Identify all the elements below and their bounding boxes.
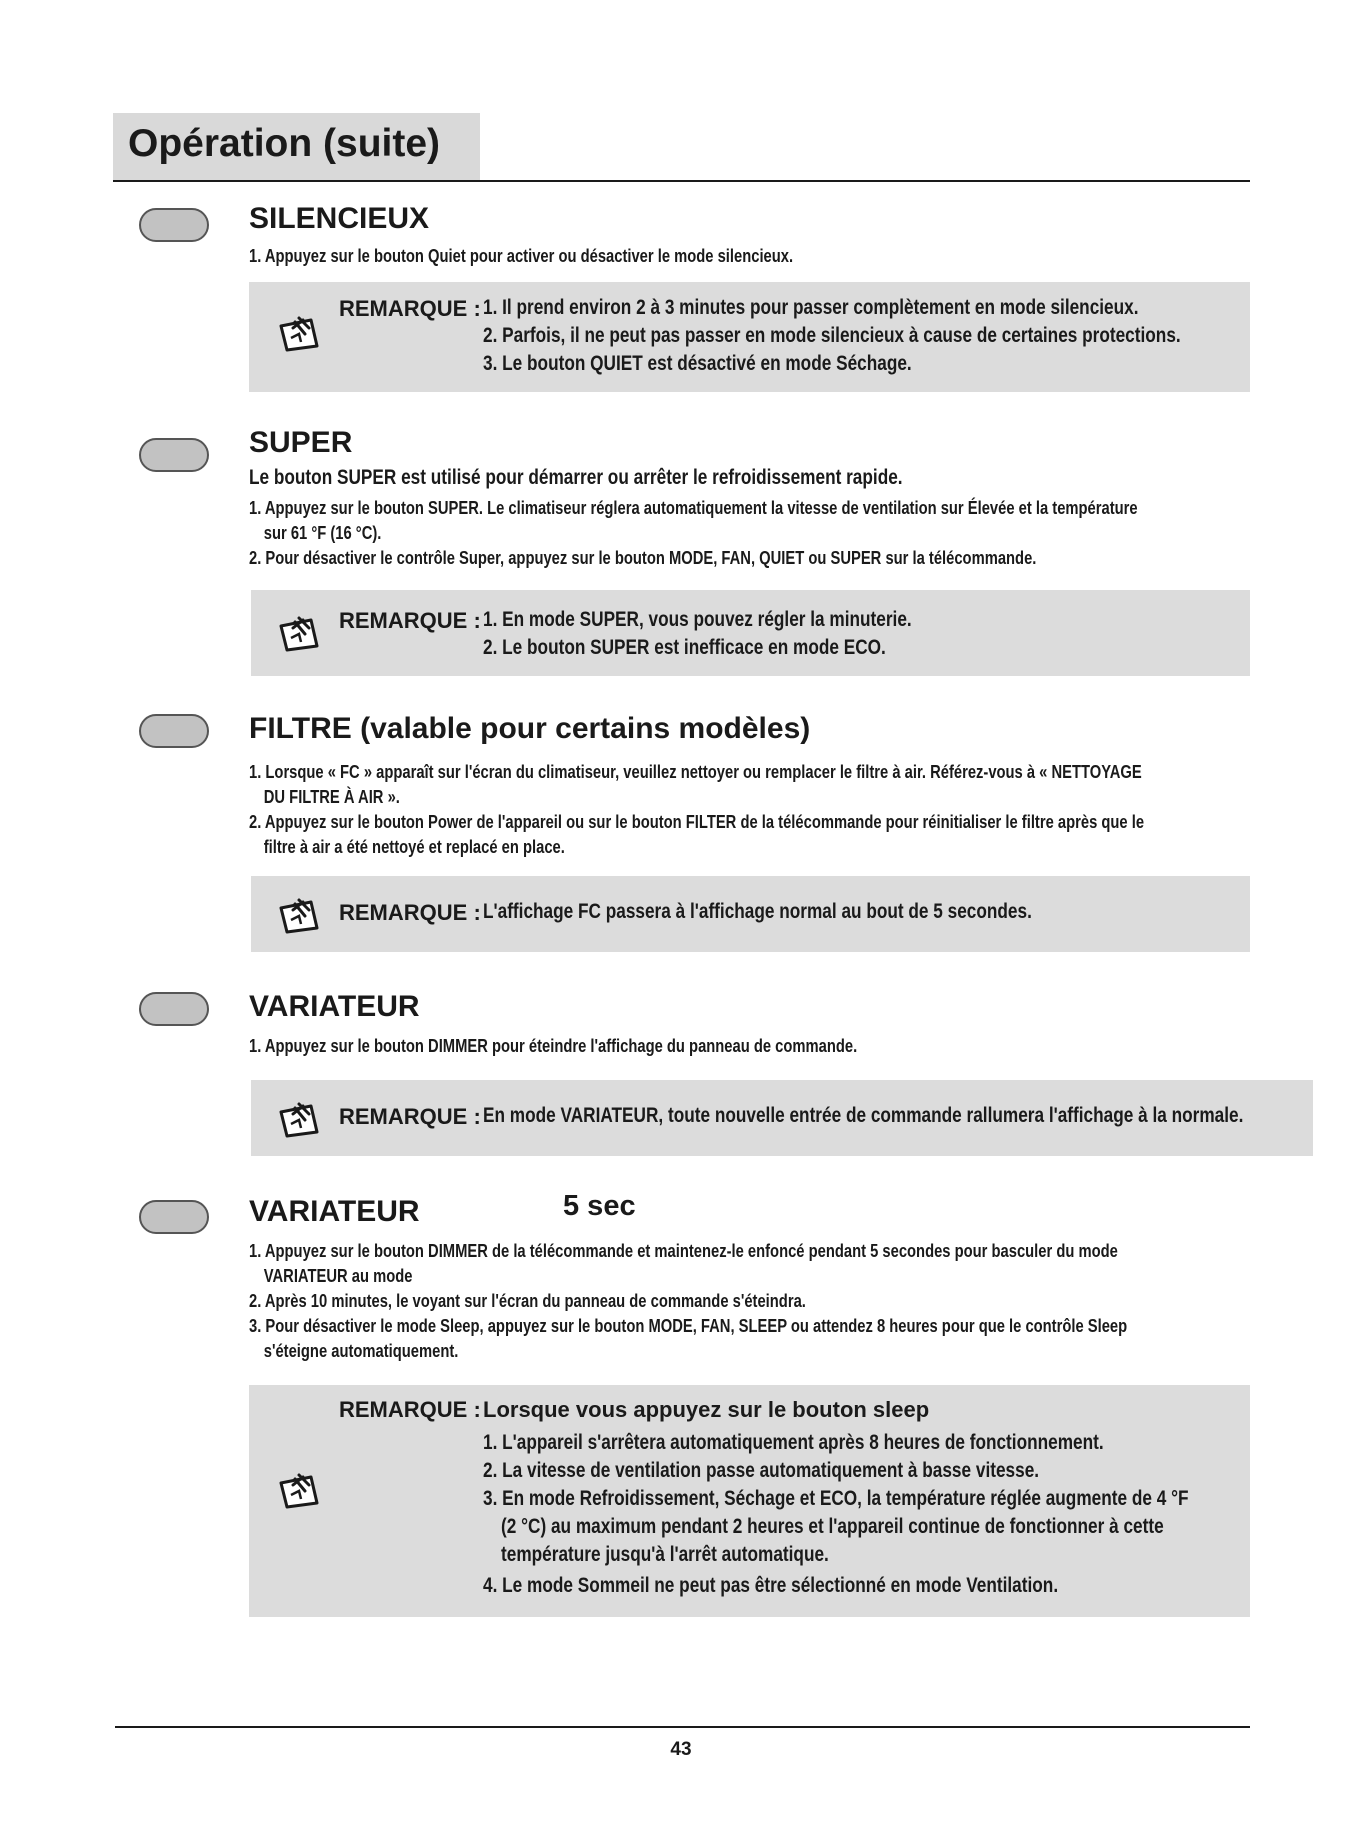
note-box-filtre — [251, 876, 1250, 952]
section-title-silencieux: SILENCIEUX — [249, 202, 430, 235]
note-box-super — [251, 590, 1250, 676]
note-pin-icon — [277, 312, 325, 356]
note-line: En mode VARIATEUR, toute nouvelle entrée de commande rallumera l'affichage à la normale. — [483, 1104, 1244, 1127]
body-line: sur 61 °F (16 °C). — [263, 523, 382, 543]
note-lines — [483, 294, 1181, 378]
note-line: (2 °C) au maximum pendant 2 heures et l'appareil continue de fonctionner à cette — [501, 1515, 1164, 1538]
note-line: 1. Il prend environ 2 à 3 minutes pour passer complètement en mode silencieux. — [483, 296, 1139, 319]
note-line: 4. Le mode Sommeil ne peut pas être sélectionné en mode Ventilation. — [483, 1574, 1059, 1597]
filter-button-icon[interactable] — [139, 714, 209, 748]
page-title: Opération (suite) — [128, 122, 441, 165]
note-label: REMARQUE : — [339, 900, 481, 925]
body-line: 1. Appuyez sur le bouton Quiet pour activer ou désactiver le mode silencieux. — [249, 246, 794, 266]
page-number: 43 — [670, 1739, 692, 1760]
note-heading: Lorsque vous appuyez sur le bouton sleep — [483, 1397, 930, 1422]
body-line: DU FILTRE À AIR ». — [263, 787, 400, 807]
note-lines — [483, 1102, 1243, 1130]
note-pin-icon — [277, 1469, 325, 1513]
body-line: 1. Lorsque « FC » apparaît sur l'écran du climatiseur, veuillez nettoyer ou remplacer le filtre à air. Référez-vous à « NETTOYAGE — [249, 762, 1142, 782]
note-line: 2. Le bouton SUPER est inefficace en mode ECO. — [483, 636, 886, 659]
section-body-silencieux — [249, 244, 1362, 269]
dimmer-button-icon[interactable] — [139, 992, 209, 1026]
body-line: 3. Pour désactiver le mode Sleep, appuyez sur le bouton MODE, FAN, SLEEP ou attendez 8 heures pour que le contrôle Sleep — [249, 1316, 1128, 1336]
section-body-variateur-5sec — [249, 1239, 1362, 1364]
section-intro: Le bouton SUPER est utilisé pour démarrer ou arrêter le refroidissement rapide. — [249, 466, 903, 489]
note-box-variateur — [251, 1080, 1313, 1156]
body-line: filtre à air a été nettoyé et replacé en place. — [263, 837, 565, 857]
note-label: REMARQUE : — [339, 296, 481, 321]
note-line: 2. Parfois, il ne peut pas passer en mode silencieux à cause de certaines protections. — [483, 324, 1181, 347]
body-line: VARIATEUR au mode — [263, 1266, 413, 1286]
hold-duration-label: 5 sec — [563, 1190, 636, 1222]
note-lines — [483, 898, 1032, 926]
note-lines — [483, 1429, 1188, 1600]
header-rule — [113, 180, 1250, 182]
body-line: s'éteigne automatiquement. — [263, 1341, 459, 1361]
body-line: 1. Appuyez sur le bouton DIMMER pour éteindre l'affichage du panneau de commande. — [249, 1036, 858, 1056]
body-line: 2. Appuyez sur le bouton Power de l'appareil ou sur le bouton FILTER de la télécommande pour réinitialiser le filtre après que le — [249, 812, 1145, 832]
note-line: 3. Le bouton QUIET est désactivé en mode Séchage. — [483, 352, 912, 375]
body-line: 2. Après 10 minutes, le voyant sur l'écran du panneau de commande s'éteindra. — [249, 1291, 806, 1311]
note-label: REMARQUE : — [339, 1104, 481, 1129]
body-line: 2. Pour désactiver le contrôle Super, appuyez sur le bouton MODE, FAN, QUIET ou SUPER sur la télécommande. — [249, 548, 1037, 568]
section-body-variateur — [249, 1034, 1362, 1059]
note-line: température jusqu'à l'arrêt automatique. — [501, 1543, 829, 1566]
note-pin-icon — [277, 894, 325, 938]
section-body-filtre — [249, 760, 1362, 860]
note-label: REMARQUE : — [339, 608, 481, 633]
dimmer-hold-button-icon[interactable] — [139, 1200, 209, 1234]
note-line: L'affichage FC passera à l'affichage normal au bout de 5 secondes. — [483, 900, 1032, 923]
note-lines — [483, 606, 912, 662]
footer-rule — [115, 1726, 1250, 1728]
section-title-variateur: VARIATEUR — [249, 990, 420, 1023]
section-body-super — [249, 465, 1362, 571]
body-line: 1. Appuyez sur le bouton DIMMER de la télécommande et maintenez-le enfoncé pendant 5 secondes pour basculer du mode — [249, 1241, 1118, 1261]
note-box-sleep — [249, 1385, 1250, 1617]
note-line: 1. L'appareil s'arrêtera automatiquement après 8 heures de fonctionnement. — [483, 1431, 1104, 1454]
note-box-silencieux — [249, 282, 1250, 392]
super-button-icon[interactable] — [139, 438, 209, 472]
note-label: REMARQUE : — [339, 1397, 481, 1422]
quiet-button-icon[interactable] — [139, 208, 209, 242]
note-line: 2. La vitesse de ventilation passe automatiquement à basse vitesse. — [483, 1459, 1040, 1482]
note-line: 3. En mode Refroidissement, Séchage et ECO, la température réglée augmente de 4 °F — [483, 1487, 1189, 1510]
note-line: 1. En mode SUPER, vous pouvez régler la minuterie. — [483, 608, 912, 631]
section-title-variateur-5sec: VARIATEUR — [249, 1195, 420, 1228]
section-title-super: SUPER — [249, 426, 353, 459]
section-title-filtre: FILTRE (valable pour certains modèles) — [249, 712, 811, 745]
note-pin-icon — [277, 1098, 325, 1142]
body-line: 1. Appuyez sur le bouton SUPER. Le climatiseur réglera automatiquement la vitesse de ventilation sur Élevée et la température — [249, 498, 1138, 518]
note-pin-icon — [277, 612, 325, 656]
